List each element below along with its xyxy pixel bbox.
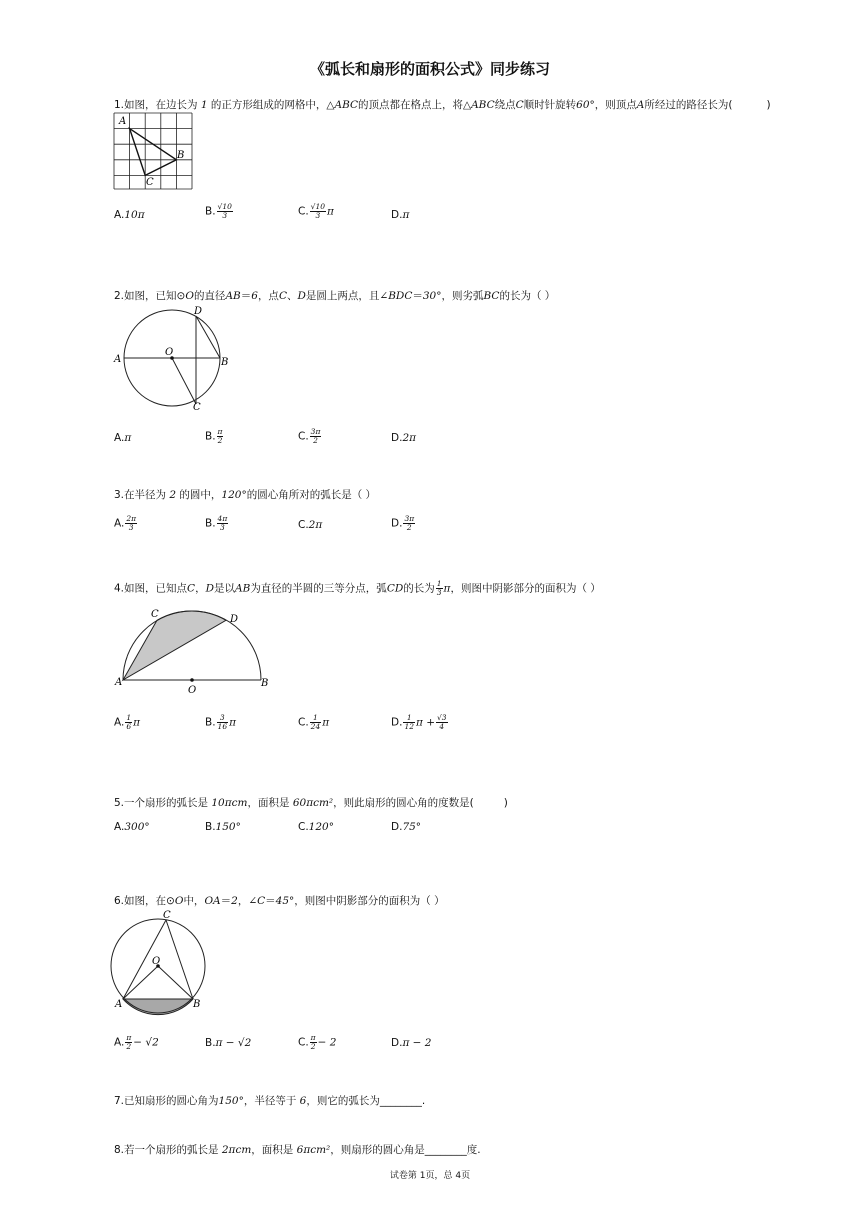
numerator: √10 [310,202,325,211]
denominator: 4 [439,722,445,731]
math: 2 [169,489,177,501]
label-b: B [221,357,229,368]
text: ，点 [257,290,279,302]
fraction [436,580,443,597]
option-value: 300° [124,821,150,833]
option-value: π [402,209,410,221]
math: C [515,99,524,111]
fraction [310,1034,317,1051]
numerator: 3π [310,427,321,436]
denominator: 3 [128,523,134,532]
text: 是圆上两点，且 [305,290,380,302]
shaded-region [123,611,226,680]
q3-option-c[interactable] [298,519,322,531]
math: π [322,716,330,729]
math: ∠BDC [379,290,413,302]
text: ， [195,582,206,595]
label-b: B [261,678,269,689]
q5-option-a[interactable] [114,821,150,833]
text: ＝ [265,895,276,907]
option-value: 75° [402,821,422,833]
math: △ABC [463,99,495,111]
text: ，则顶点 [594,99,637,111]
denominator: 3 [220,523,225,532]
text: 的圆心角所对的弧长是（ ） [246,489,377,501]
math: BC [483,290,500,302]
question-6-stem [114,893,445,908]
text: ，面积是 [251,1144,294,1156]
label-a: A [114,354,122,365]
text: 为直径的半圆的三等分点，弧 [250,582,387,595]
text: 4.如图，已知点 [114,582,188,595]
numerator: π [217,427,223,436]
fraction [310,428,322,445]
numerator: √3 [437,713,447,722]
q2-option-c[interactable] [298,428,322,445]
q1-option-c[interactable] [298,203,334,220]
q5-option-c[interactable] [298,821,334,833]
math: 10πcm [211,797,248,809]
fraction [403,714,415,731]
math: π [229,716,236,729]
option-label: D. [391,432,403,444]
denominator: 16 [217,722,228,731]
math: C [278,290,287,302]
option-label: D. [391,821,403,833]
shaded-region [123,999,193,1015]
option-label: B. [205,1037,216,1049]
label-d: D [230,614,239,625]
denominator: 2 [217,436,223,445]
q6-option-a[interactable] [114,1034,159,1051]
text: 是以 [214,582,235,595]
fraction [310,714,322,731]
triangle-abc [130,129,177,176]
q3-option-d[interactable] [391,515,416,532]
q3-option-a[interactable] [114,515,138,532]
numerator: π [310,1033,316,1042]
text: ，则此扇形的圆心角的度数是( [333,797,474,809]
math: ∠C [248,895,266,907]
math: OA [204,895,221,907]
label-c: C [193,402,201,413]
text: 所经过的路径长为( [644,99,733,111]
math: CD [386,582,404,595]
label-o: O [188,685,197,696]
q4-option-b[interactable] [205,714,236,731]
question-8-stem [114,1142,481,1157]
q3-option-b[interactable] [205,515,229,532]
text: 绕点 [494,99,516,111]
numerator: 1 [436,579,442,588]
option-label: B. [205,716,216,729]
option-label: B. [205,205,216,218]
question-3-stem [114,487,376,502]
fraction [217,714,229,731]
numerator: 3π [404,514,415,523]
math: 6πcm² [296,1144,331,1156]
option-value: π − √2 [215,1037,252,1049]
figure-q2-circle [112,302,237,417]
figure-q4-semicircle [112,604,272,696]
math: 150° [218,1095,244,1107]
text: ，则图中阴影部分的面积为（ ） [450,582,601,595]
math: 30° [422,290,442,302]
q4-option-d[interactable] [391,714,449,731]
text: ) [766,99,771,111]
text: ＝ [412,290,423,302]
q6-option-c[interactable] [298,1034,336,1051]
denominator: 2 [310,1042,316,1051]
fraction [403,515,415,532]
option-label: D. [391,517,403,530]
math: O [185,290,194,302]
label-d: D [194,306,203,317]
option-label: A. [114,517,125,530]
text: ＝ [220,895,232,907]
math: 120° [221,489,247,501]
math: D [297,290,306,302]
math: A [636,99,645,111]
question-1-stem [114,97,771,112]
option-label: C. [298,821,309,833]
math: − √2 [133,1036,159,1049]
text: 的顶点都在格点上，将 [358,99,464,111]
label-b: B [177,150,185,161]
denominator: 3 [315,211,321,220]
math: π [133,716,141,729]
q1-option-a[interactable] [114,209,145,221]
q5-option-d[interactable] [391,821,421,833]
text: ) [503,797,508,809]
option-label: D. [391,1037,403,1049]
option-label: A. [114,209,125,221]
numerator: 4π [217,514,228,523]
math: AB [225,290,241,302]
math: AB [235,582,251,595]
text: ， [237,895,249,907]
q1-option-d[interactable] [391,209,409,221]
option-label: A. [114,821,125,833]
option-label: A. [114,432,125,444]
figure-q6-circle [110,908,215,1018]
option-value: 2π [402,432,417,444]
fraction [125,714,132,731]
fraction [436,714,448,731]
text: ，则劣弧 [441,290,484,302]
fraction [125,1034,132,1051]
label-o: O [152,956,161,967]
fraction [217,428,224,445]
text: ＝ [240,290,252,302]
q2-option-d[interactable] [391,432,416,444]
q5-option-b[interactable] [205,821,241,833]
text: 5.一个扇形的弧长是 [114,797,209,809]
text: ，则它的弧长为________. [306,1095,426,1107]
math: △ABC [326,99,359,111]
label-a: A [115,677,123,688]
numerator: 1 [310,714,322,723]
text: ，面积是 [247,797,290,809]
question-7-stem [114,1093,425,1108]
option-value: 150° [215,821,241,833]
denominator: 24 [310,722,321,731]
option-label: C. [298,716,309,729]
math: π [443,582,451,595]
math: − 2 [317,1036,337,1049]
math: O [174,895,184,907]
fraction [217,203,233,220]
math: 2 [231,895,238,907]
text: 顺时针旋转 [523,99,577,111]
option-label: B. [205,430,216,443]
text: 8.若一个扇形的弧长是 [114,1144,219,1156]
option-label: B. [205,517,216,530]
option-label: C. [298,519,309,531]
math: 45° [275,895,295,907]
denominator: 2 [406,523,412,532]
numerator: 1 [403,714,415,723]
option-label: C. [298,430,309,443]
option-value: π − 2 [402,1037,432,1049]
option-value: 10π [124,209,145,221]
math: D [205,582,214,595]
label-c: C [146,177,154,188]
denominator: 2 [126,1042,132,1051]
option-label: C. [298,1036,309,1049]
q4-option-a[interactable] [114,714,140,731]
q4-option-c[interactable] [298,714,329,731]
figure-q1-grid [113,112,195,192]
q2-option-a[interactable] [114,432,131,444]
text: 的长为（ ） [499,290,556,302]
text: 的圆中， [179,489,222,501]
option-value: π [124,432,132,444]
fraction [310,203,326,220]
text: 3.在半径为 [114,489,167,501]
question-4-stem [114,580,601,597]
page-footer: 试卷第 1页，总 4页 [389,1171,471,1181]
text: 的直径 [193,290,226,302]
math: π + [415,716,436,729]
fraction [125,515,137,532]
label-c: C [163,910,171,921]
denominator: 3 [436,588,442,597]
page-title: 《弧长和扇形的面积公式》同步练习 [309,60,550,78]
label-c: C [151,609,159,620]
denominator: 2 [313,436,318,445]
math: 1 [200,99,208,111]
numerator: 3 [217,714,229,723]
numerator: √10 [217,202,232,211]
option-value: π [327,205,334,218]
label-o: O [165,347,174,358]
text: 6.如图，在⊙ [114,895,175,907]
numerator: π [126,1033,132,1042]
math: 6 [251,290,258,302]
option-label: A. [114,1036,125,1049]
text: 的长为 [403,582,435,595]
option-label: D. [391,716,403,729]
label-b: B [193,999,201,1010]
text: 2.如图，已知⊙ [114,290,186,302]
option-label: C. [298,205,309,218]
text: 中， [183,895,205,907]
text: ，则扇形的圆心角是________度. [330,1144,481,1156]
denominator: 3 [222,211,228,220]
q1-option-b[interactable] [205,203,234,220]
q6-option-d[interactable] [391,1037,432,1049]
label-a: A [115,999,123,1010]
question-2-stem [114,288,555,303]
q6-option-b[interactable] [205,1037,251,1049]
question-5-stem [114,795,508,810]
text: 、 [286,290,298,302]
numerator: 2π [126,514,137,523]
label-a: A [119,116,127,127]
text: ，则图中阴影部分的面积为（ ） [294,895,445,907]
numerator: 1 [126,713,132,722]
denominator: 6 [126,722,132,731]
math: 6 [299,1095,307,1107]
option-value: 120° [308,821,334,833]
math: 2πcm [221,1144,252,1156]
option-label: B. [205,821,216,833]
text: 的正方形组成的网格中， [210,99,327,111]
option-label: A. [114,716,125,729]
math: C [187,582,196,595]
fraction [217,515,229,532]
text: 1.如图，在边长为 [114,99,198,111]
text: ，半径等于 [243,1095,297,1107]
q2-option-b[interactable] [205,428,224,445]
text: 7.已知扇形的圆心角为 [114,1095,219,1107]
math: 60πcm² [292,797,334,809]
math: 60° [576,99,595,111]
denominator: 12 [404,722,414,731]
option-label: D. [391,209,403,221]
option-value: 2π [308,519,323,531]
